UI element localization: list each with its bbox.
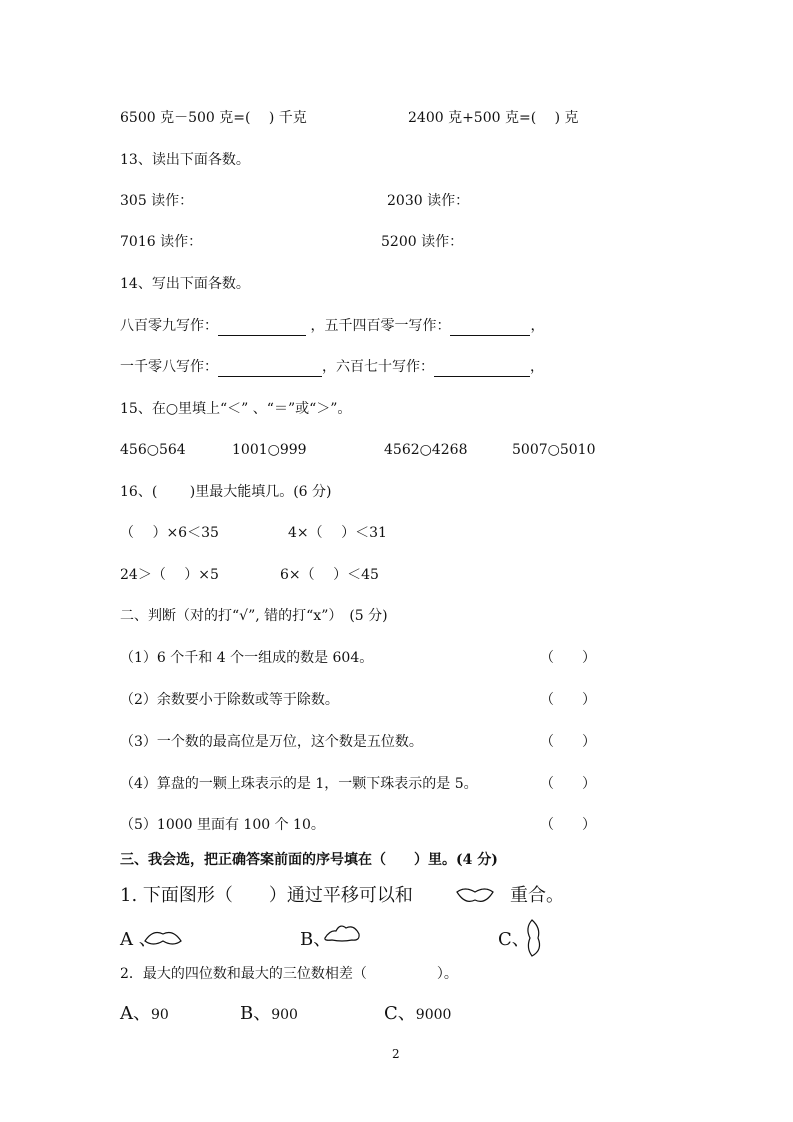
s3-q1-prefix: 1. 下面图形（ ）通过平移可以和	[120, 885, 413, 906]
q14-row1	[120, 316, 544, 336]
answer-blank[interactable]	[450, 319, 530, 336]
q16-title: 16、( )里最大能填几。(6 分)	[120, 484, 332, 500]
judge-item: （4）算盘的一颗上珠表示的是 1，一颗下珠表示的是 5。	[120, 776, 478, 792]
answer-paren[interactable]: （ ）	[540, 776, 596, 792]
section3-title: 三、我会选，把正确答案前面的序号填在（ ）里。(4 分)	[120, 852, 498, 868]
q16-item: 24＞（ ）×5	[120, 567, 219, 583]
judge-item: （2）余数要小于除数或等于除数。	[120, 692, 339, 708]
q14-label: ，五千四百零一写作：	[310, 318, 451, 334]
answer-blank[interactable]	[434, 360, 530, 377]
section2-title: 二、判断（对的打“√”, 错的打“x”） (5 分)	[120, 608, 388, 624]
option-c-shape-icon[interactable]	[523, 918, 545, 958]
q13-item: 5200 读作：	[381, 234, 464, 250]
q16-item: 4×（ ）＜31	[288, 525, 387, 541]
q12-left: 6500 克－500 克=( ) 千克	[120, 110, 307, 126]
option-b-shape-icon[interactable]	[322, 921, 362, 943]
answer-blank[interactable]	[218, 360, 322, 377]
q15-item: 1001○999	[232, 442, 307, 458]
target-shape-icon	[455, 887, 495, 905]
q14-comma: ，	[530, 318, 545, 334]
q13-title: 13、读出下面各数。	[120, 152, 250, 168]
option-value: 900	[271, 1007, 298, 1023]
q15-item: 4562○4268	[384, 442, 468, 458]
q13-item: 305 读作：	[120, 193, 194, 209]
s3-q2-option-b	[240, 1002, 298, 1026]
s3-q1-suffix: 重合。	[510, 885, 564, 906]
judge-item: （3）一个数的最高位是万位，这个数是五位数。	[120, 734, 423, 750]
q14-comma: ，	[530, 359, 544, 375]
q14-label: 一千零八写作：	[120, 359, 218, 375]
option-a-shape-icon[interactable]	[143, 929, 183, 947]
option-label-b: B、	[300, 929, 332, 950]
option-label-a: A 、	[120, 929, 157, 950]
s3-q2-option-a	[120, 1002, 169, 1026]
q16-item: 6×（ ）＜45	[280, 567, 379, 583]
s3-q2: 2．最大的四位数和最大的三位数相差（ ）。	[120, 966, 458, 982]
page-number: 2	[392, 1047, 400, 1061]
q15-item: 5007○5010	[512, 442, 596, 458]
answer-paren[interactable]: （ ）	[540, 650, 596, 666]
q13-item: 2030 读作：	[387, 193, 470, 209]
q14-label: ，六百七十写作：	[322, 359, 434, 375]
option-value: 90	[151, 1007, 169, 1023]
option-value: 9000	[415, 1007, 452, 1023]
q12-right: 2400 克+500 克=( ) 克	[408, 110, 579, 126]
q14-title: 14、写出下面各数。	[120, 276, 250, 292]
answer-paren[interactable]: （ ）	[540, 692, 596, 708]
judge-item: （1）6 个千和 4 个一组成的数是 604。	[120, 650, 374, 666]
option-letter: B、	[240, 1003, 272, 1024]
q14-row2	[120, 357, 544, 377]
option-letter: A、	[120, 1003, 151, 1024]
q15-item: 456○564	[120, 442, 186, 458]
q14-label: 八百零九写作：	[120, 318, 218, 334]
answer-paren[interactable]: （ ）	[540, 817, 596, 833]
judge-item: （5）1000 里面有 100 个 10。	[120, 817, 325, 833]
q15-title: 15、在○里填上“＜” 、“＝”或“＞”。	[120, 401, 352, 417]
s3-q2-option-c	[384, 1002, 451, 1026]
answer-blank[interactable]	[218, 319, 306, 336]
option-label-c: C、	[498, 929, 530, 950]
answer-paren[interactable]: （ ）	[540, 734, 596, 750]
option-letter: C、	[384, 1003, 416, 1024]
q16-item: （ ）×6＜35	[120, 525, 219, 541]
q13-item: 7016 读作：	[120, 234, 203, 250]
